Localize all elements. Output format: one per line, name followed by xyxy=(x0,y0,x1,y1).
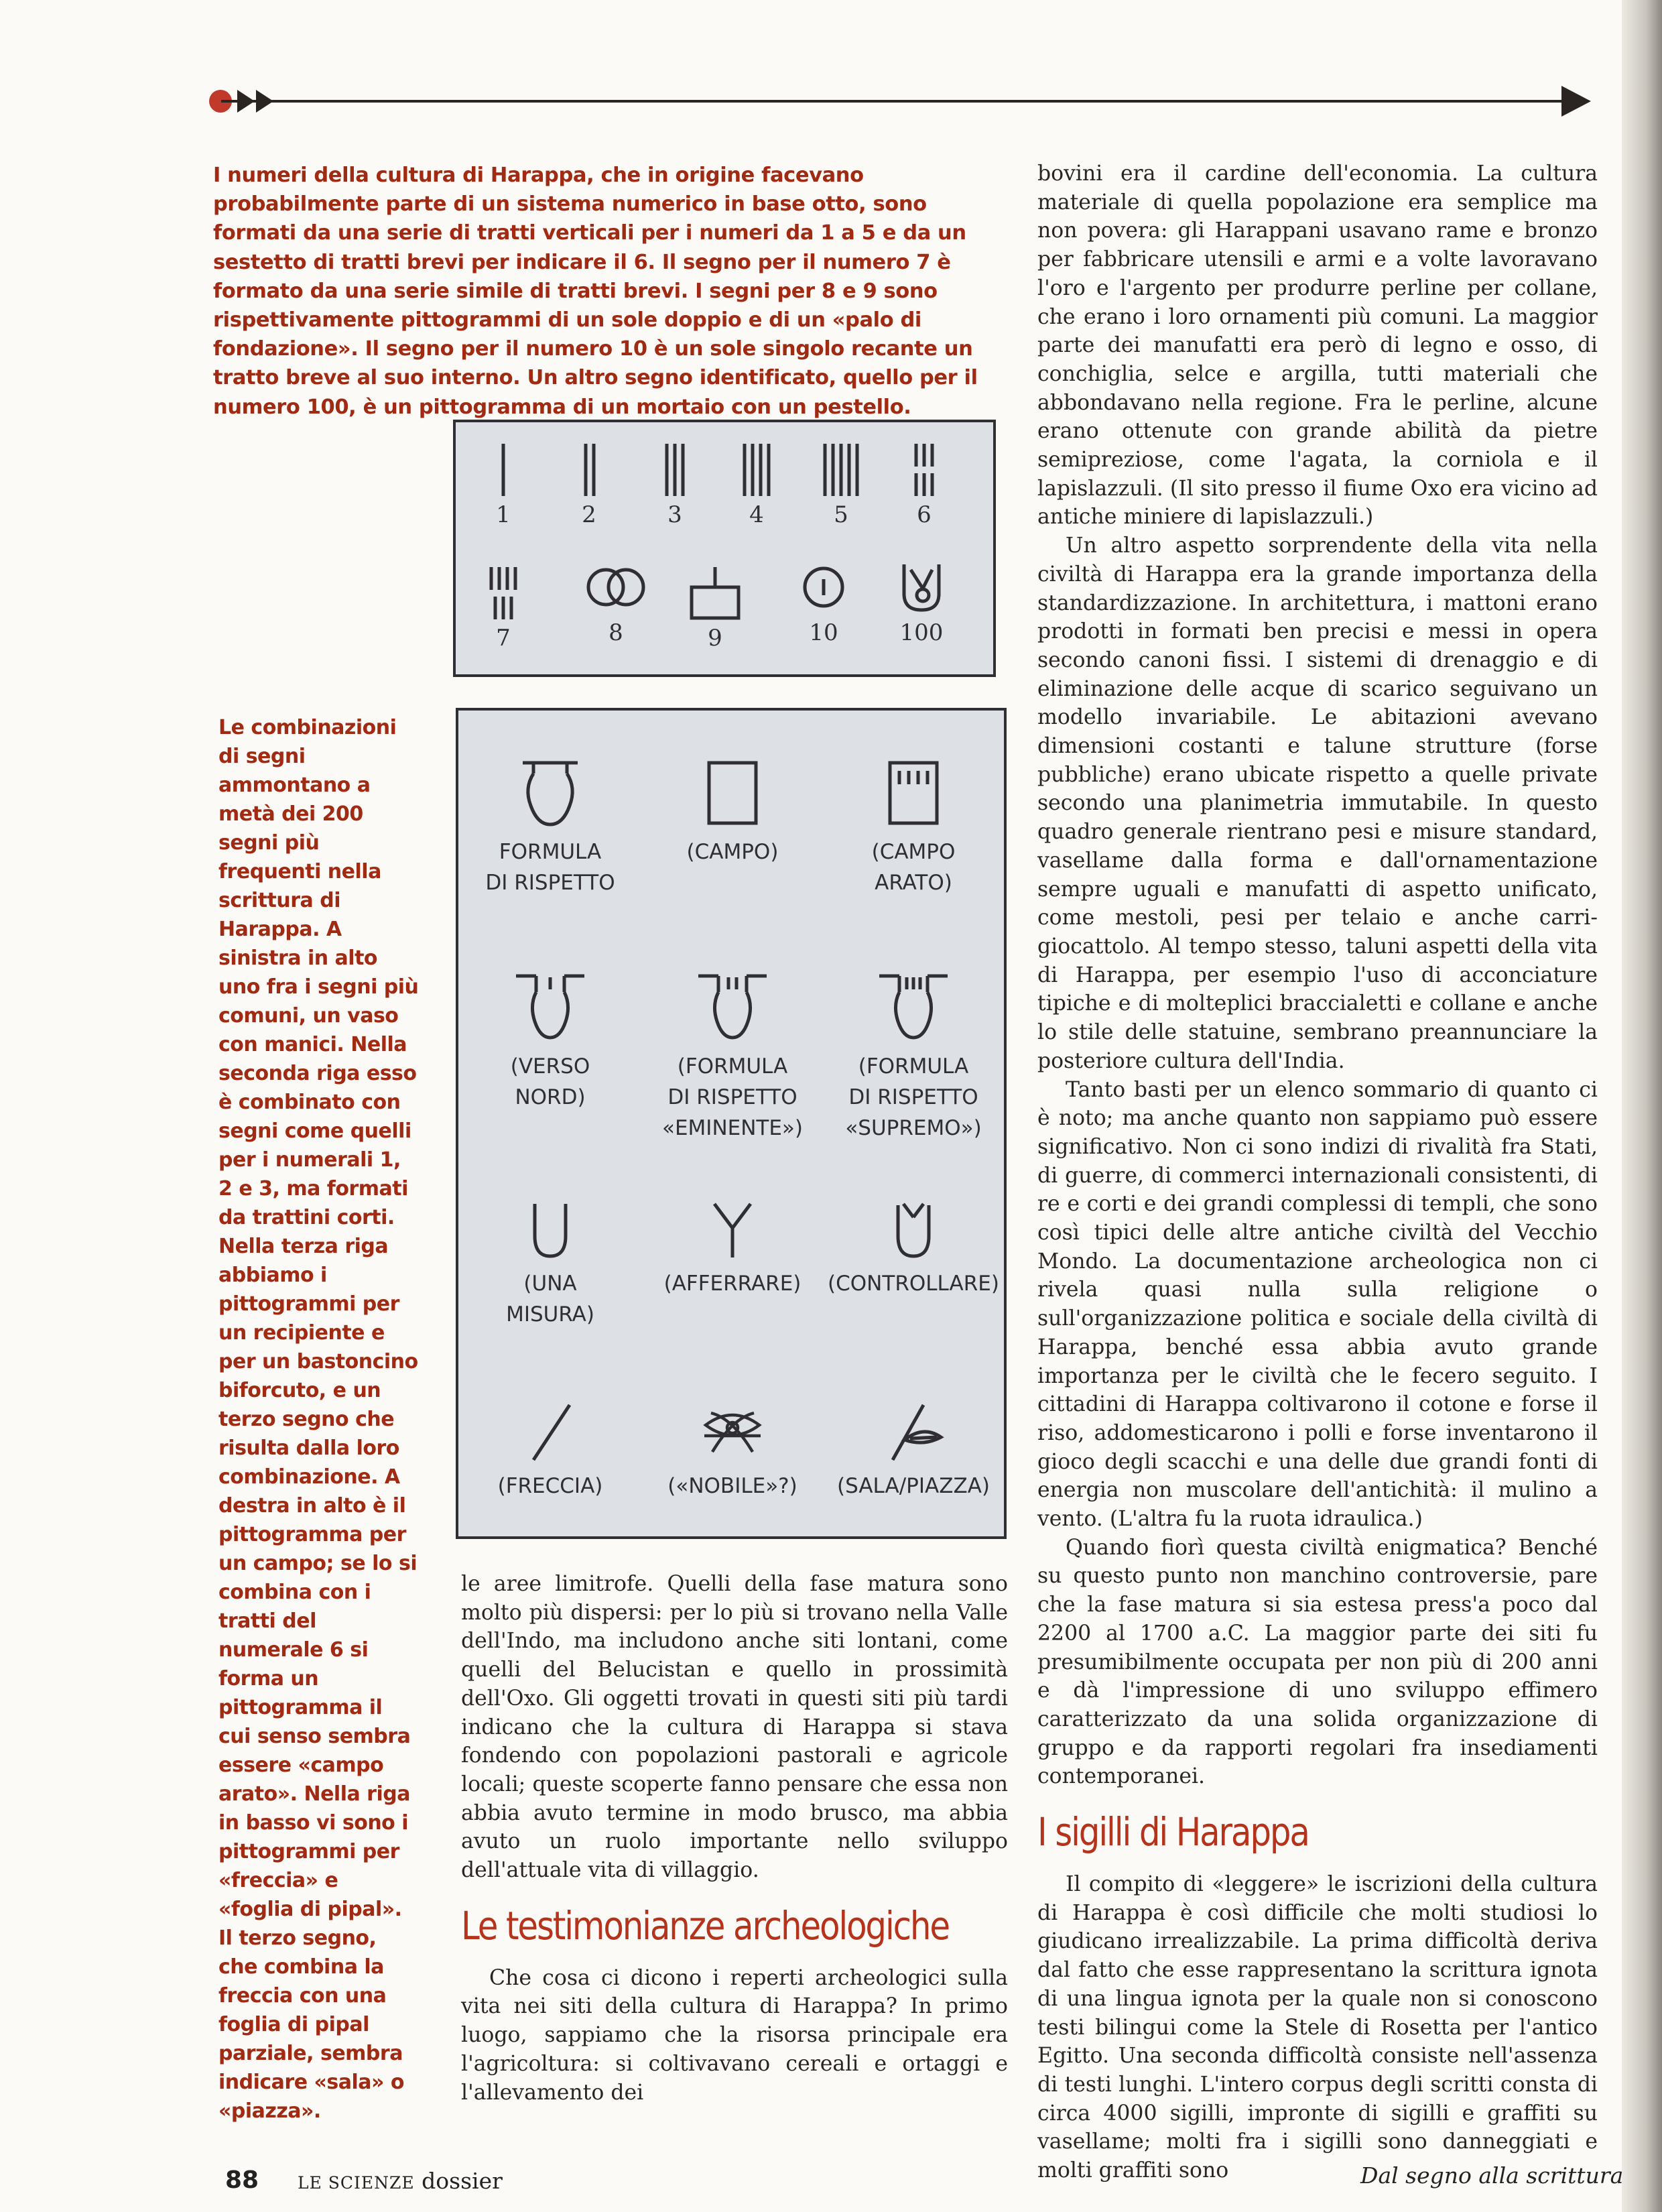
sign-campo: (CAMPO) xyxy=(642,751,823,867)
arrow-head-icon xyxy=(1561,86,1591,117)
paragraph: Il compito di «leggere» le iscrizioni della cultura di Harappa è così difficile che molti studiosi lo giudicano irrealizzabile. La prima difficoltà deriva dal fatto che esse rappresentano la scrittura ignota di una lingua ignota per la quale non si conoscono testi bilingui come la Stele di Rosetta per l'antico Egitto. Una seconda difficoltà consiste nell'assenza di testi lunghi. L'intero corpus degli scritti consta di circa 4000 sigilli, impronte di sigilli e graffiti su vasellame; molti fra i sigilli sono danneggiati e molti graffiti sono xyxy=(1037,1872,1598,2183)
sign-una-misura: (UNA MISURA) xyxy=(460,1196,641,1330)
numeral-8: 8 xyxy=(572,556,659,646)
magazine-name-rest: dossier xyxy=(414,2168,503,2194)
two-strokes-icon xyxy=(556,438,623,499)
forked-stick-icon xyxy=(696,1196,769,1263)
five-strokes-icon xyxy=(808,438,875,499)
sun-with-stroke-icon xyxy=(790,556,857,617)
ploughed-field-icon xyxy=(877,751,950,831)
page-edge-shadow xyxy=(1622,0,1662,2212)
mortar-pestle-icon xyxy=(888,556,955,617)
sign-sala-piazza: (SALA/PIAZZA) xyxy=(823,1398,1004,1501)
sign-nobile: («NOBILE»?) xyxy=(642,1398,823,1501)
numeral-9: 9 xyxy=(672,562,759,652)
vessel-icon xyxy=(513,1196,587,1263)
double-sun-icon xyxy=(579,556,653,617)
numerals-figure xyxy=(453,420,996,677)
paragraph: le aree limitrofe. Quelli della fase matura sono molto più dispersi: per lo più si trovano nella Valle dell'Indo, ma includono anche siti lontani, come quelli del Belucistan e quello in prossimità dell'Oxo. Gli oggetti trovati in questi siti più tardi indicano che la cultura di Harappa si stava fondendo con popolazioni pastorali e agricole locali; queste scoperte fanno pensare che essa non abbia avuto termine in modo brusco, ma abbia avuto un ruolo importante nello sviluppo dell'attuale vita di villaggio. xyxy=(461,1572,1008,1883)
sign-formula-supremo: (FORMULA DI RISPETTO «SUPREMO») xyxy=(823,965,1004,1144)
arrow-leaf-icon xyxy=(877,1398,950,1465)
magazine-name xyxy=(298,2168,503,2194)
numeral-5: 5 xyxy=(797,438,885,528)
section-heading: Le testimonianze archeologiche xyxy=(461,1902,949,1949)
vessel-forked-icon xyxy=(877,1196,950,1263)
seven-short-strokes-icon xyxy=(470,562,537,622)
numeral-6: 6 xyxy=(881,438,968,528)
sign-freccia: (FRECCIA) xyxy=(460,1398,641,1501)
field-square-icon xyxy=(696,751,769,831)
running-title: Dal segno alla scrittura xyxy=(1360,2162,1624,2189)
paragraph: Tanto basti per un elenco sommario di quanto ci è noto; ma anche quanto non sappiamo può essere significativo. Non ci sono indizi di rivalità fra Stati, di guerre, di commerci internazionali consistenti, di re e corti e dei grandi complessi di templi, che sono così tipici delle altre antiche civiltà del Vecchio Mondo. La documentazione archeologica non ci rivela quasi nulla sulla religione o sull'organizzazione politica e sociale della civiltà di Harappa, benché essa abbia avuto grande importanza per le civiltà che le fecero seguito. I cittadini di Harappa coltivarono il cotone e forse il riso, addomesticarono i polli e forse inventarono il gioco degli scacchi e una delle due grandi fonti di energia non muscolare dell'antichità: il mulino a vento. (L'altra fu la ruota idraulica.) xyxy=(1037,1077,1598,1532)
page-number: 88 xyxy=(225,2166,259,2194)
sign-campo-arato: (CAMPO ARATO) xyxy=(823,751,1004,898)
numeral-2: 2 xyxy=(546,438,633,528)
vase-three-strokes-icon xyxy=(870,965,957,1046)
arrow-icon xyxy=(513,1398,587,1465)
middle-text-column xyxy=(461,1570,1008,2107)
foundation-post-icon xyxy=(678,562,752,622)
rule-line xyxy=(221,100,1568,103)
numerals-caption: I numeri della cultura di Harappa, che in origine facevano probabilmente parte di un sistema numerico in base otto, sono formati da una serie di tratti verticali per i numeri da 1 a 5 e da un sestetto di tratti brevi per indicare il 6. Il segno per il numero 7 è formato da una serie simile di tratti brevi. I segni per 8 e 9 sono rispettivamente pittogrammi di un sole doppio e di un «palo di fondazione». Il segno per il numero 10 è un sole singolo recante un tratto breve al suo interno. Un altro segno identificato, quello per il numero 100, è un pittogramma di un mortaio con un pestello. xyxy=(213,164,978,419)
three-strokes-icon xyxy=(641,438,708,499)
numeral-4: 4 xyxy=(713,438,800,528)
numeral-10: 10 xyxy=(780,556,867,646)
vase-with-handles-icon xyxy=(513,751,587,831)
section-heading: I sigilli di Harappa xyxy=(1037,1809,1309,1855)
pipal-leaf-icon xyxy=(692,1398,773,1465)
numeral-7: 7 xyxy=(460,562,547,652)
sign-controllare: (CONTROLLARE) xyxy=(823,1196,1004,1299)
right-text-column xyxy=(1037,160,1598,2185)
paragraph: Un altro aspetto sorprendente della vita nella civiltà di Harappa era la grande importanza della standardizzazione. In architettura, i mattoni erano prodotti in formati ben precisi e messi in opera secondo canoni fissi. I sistemi di drenaggio e di eliminazione delle acque di scarico seguivano un modello invariabile. Le abitazioni avevano dimensioni costanti e talune strutture (forse pubbliche) erano ubicate rispetto a quelle private secondo una planimetria immutabile. In questo quadro generale rientrano pesi e misure standard, vasellame dalla forma e dall'ornamentazione sempre uguali e manufatti di aspetto unificato, come mestoli, pesi per telaio e anche carri-giocattolo. Al tempo stesso, taluni aspetti della vita di Harappa, per esempio l'uso di acconciature tipiche e di molteplici braccialetti e collane e anche lo stile delle statuine, sembrano preannunciare la posteriore cultura dell'India. xyxy=(1037,534,1598,1073)
magazine-name-caps: LE SCIENZE xyxy=(298,2173,415,2193)
signs-figure xyxy=(456,708,1007,1539)
numeral-100: 100 xyxy=(878,556,965,646)
numeral-3: 3 xyxy=(631,438,718,528)
paragraph: bovini era il cardine dell'economia. La cultura materiale di quella popolazione era semplice ma non povera: gli Harappani usavano rame e bronzo per fabbricare utensili e armi e a volte lavoravano l'oro e l'argento per produrre perline per collane, che erano i loro ornamenti più comuni. La maggior parte dei manufatti era però di legno e osso, di conchiglia, selce e argilla, tutti materiali che abbondavano nella regione. Fra le perline, alcune erano ottenute con grande abilità da pietre semipreziose, come l'agata, la corniola e il lapislazzuli. (Il sito presso il fiume Oxo era vicino ad antiche miniere di lapislazzuli.) xyxy=(1037,162,1598,530)
numeral-1: 1 xyxy=(460,438,547,528)
one-stroke-icon xyxy=(470,438,537,499)
paragraph: Che cosa ci dicono i reperti archeologici sulla vita nei siti della cultura di Harappa? In primo luogo, sappiamo che la risorsa principale era l'agricoltura: si coltivavano cereali e ortaggi e l'allevamento dei xyxy=(461,1965,1008,2105)
six-short-strokes-icon xyxy=(891,438,958,499)
four-strokes-icon xyxy=(723,438,790,499)
vase-two-strokes-icon xyxy=(689,965,776,1046)
vase-one-stroke-icon xyxy=(507,965,594,1046)
sign-formula-eminente: (FORMULA DI RISPETTO «EMINENTE») xyxy=(642,965,823,1144)
sign-afferrare: (AFFERRARE) xyxy=(642,1196,823,1299)
sign-verso-nord: (VERSO NORD) xyxy=(460,965,641,1113)
sign-formula-di-rispetto: FORMULA DI RISPETTO xyxy=(460,751,641,898)
paragraph: Quando fiorì questa civiltà enigmatica? Benché su questo punto non manchino controversie, pare che la fase matura si sia estesa press'a poco dal 2200 al 1700 a.C. La maggior parte dei siti fu presumibilmente occupata per non più di 200 anni e dà l'impressione di uno sviluppo effimero caratterizzato da una solida organizzazione di gruppo e da rapporti regolari fra insediamenti contemporanei. xyxy=(1037,1535,1598,1789)
signs-caption: Le combinazioni di segni ammontano a metà dei 200 segni più frequenti nella scrittura di Harappa. A sinistra in alto uno fra i segni più comuni, un vaso con manici. Nella seconda riga esso è combinato con segni come quelli per i numerali 1, 2 e 3, ma formati da trattini corti. Nella terza riga abbiamo i pittogrammi per un recipiente e per un bastoncino biforcuto, e un terzo segno che risulta dalla loro combinazione. A destra in alto è il pittogramma per un campo; se lo si combina con i tratti del numerale 6 si forma un pittogramma il cui senso sembra essere «campo arato». Nella riga in basso vi sono i pittogrammi per «freccia» e «foglia di pipal». Il terzo segno, che combina la freccia con una foglia di pipal parziale, sembra indicare «sala» o «piazza». xyxy=(218,716,419,2123)
